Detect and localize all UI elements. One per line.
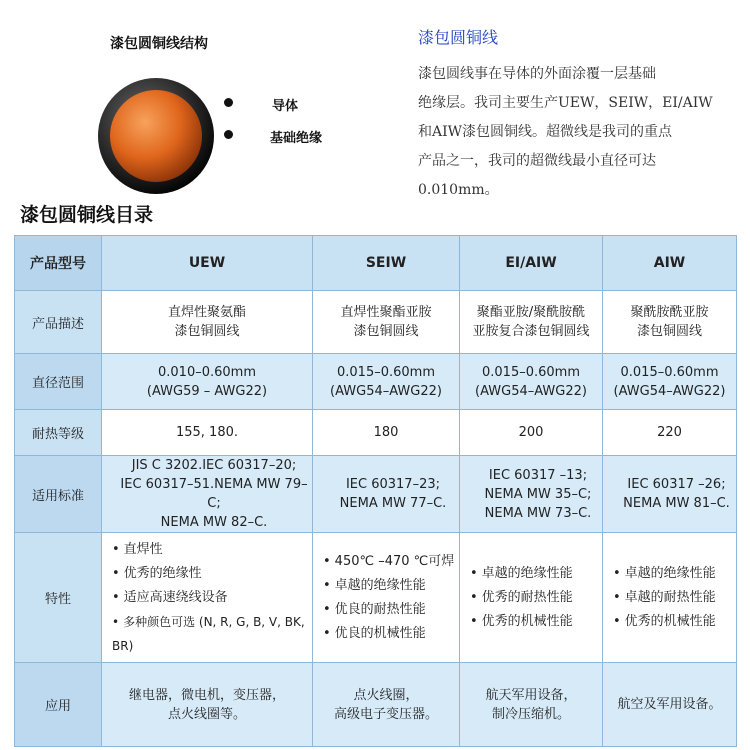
copper-conductor bbox=[110, 90, 202, 182]
feature-item: • 优秀的机械性能 bbox=[470, 610, 602, 634]
intro-line: 产品之一，我司的超微线最小直径可达 bbox=[418, 153, 656, 169]
table-cell: 155, 180. bbox=[102, 410, 313, 456]
table-cell: 0.015–0.60mm (AWG54–AWG22) bbox=[313, 354, 460, 410]
feature-item: • 直焊性 bbox=[112, 538, 312, 562]
feature-item: • 卓越的绝缘性能 bbox=[470, 562, 602, 586]
table-row-description bbox=[15, 291, 737, 354]
feature-item: • 适应高速绕线设备 bbox=[112, 586, 312, 610]
feature-item: • 优良的耐热性能 bbox=[323, 598, 459, 622]
table-cell: JIS C 3202.IEC 60317–20; IEC 60317–51.NEMA MW 79–C; NEMA MW 82–C. bbox=[102, 456, 313, 533]
table-row-standard bbox=[15, 456, 737, 533]
insulation-label: 基础绝缘 bbox=[270, 131, 323, 146]
row-label: 应用 bbox=[15, 663, 102, 747]
feature-item: • 卓越的耐热性能 bbox=[613, 586, 736, 610]
table-cell: 航天军用设备， 制冷压缩机。 bbox=[460, 663, 603, 747]
table-cell: IEC 60317–23; NEMA MW 77–C. bbox=[313, 456, 460, 533]
table-cell: 直焊性聚酯亚胺 漆包铜圆线 bbox=[313, 291, 460, 354]
table-cell bbox=[603, 533, 737, 663]
table-cell: 0.010–0.60mm (AWG59 – AWG22) bbox=[102, 354, 313, 410]
conductor-label: 导体 bbox=[272, 99, 299, 114]
wire-cross-section-diagram bbox=[96, 76, 216, 196]
feature-item: • 优秀的机械性能 bbox=[613, 610, 736, 634]
feature-item: • 优秀的耐热性能 bbox=[470, 586, 602, 610]
feature-item: • 卓越的绝缘性能 bbox=[613, 562, 736, 586]
table-cell bbox=[313, 533, 460, 663]
table-cell: 聚酯亚胺/聚酰胺酰 亚胺复合漆包铜圆线 bbox=[460, 291, 603, 354]
feature-item: • 优秀的绝缘性 bbox=[112, 562, 312, 586]
table-cell: 200 bbox=[460, 410, 603, 456]
feature-item: • 卓越的绝缘性能 bbox=[323, 574, 459, 598]
table-cell: 0.015–0.60mm (AWG54–AWG22) bbox=[603, 354, 737, 410]
intro-paragraph bbox=[418, 60, 718, 205]
header-cell-uew: UEW bbox=[102, 236, 313, 291]
table-cell: 220 bbox=[603, 410, 737, 456]
table-header-row bbox=[15, 236, 737, 291]
row-label: 产品描述 bbox=[15, 291, 102, 354]
intro-line: 绝缘层。我司主要生产UEW，SEIW，EI/AIW bbox=[418, 95, 713, 111]
row-label: 耐热等级 bbox=[15, 410, 102, 456]
catalog-title: 漆包圆铜线目录 bbox=[20, 204, 154, 226]
table-row-thermal bbox=[15, 410, 737, 456]
header-cell-seiw: SEIW bbox=[313, 236, 460, 291]
intro-line: 漆包圆线事在导体的外面涂覆一层基础 bbox=[418, 66, 656, 82]
row-label: 适用标准 bbox=[15, 456, 102, 533]
intro-line: 0.010mm。 bbox=[418, 182, 499, 198]
intro-title: 漆包圆铜线 bbox=[418, 28, 499, 47]
table-cell: 直焊性聚氨酯 漆包铜圆线 bbox=[102, 291, 313, 354]
table-cell bbox=[460, 533, 603, 663]
table-row-application bbox=[15, 663, 737, 747]
table-cell: IEC 60317 –13; NEMA MW 35–C; NEMA MW 73–C. bbox=[460, 456, 603, 533]
header-cell-eiaiw: EI/AIW bbox=[460, 236, 603, 291]
table-row-features bbox=[15, 533, 737, 663]
table-cell bbox=[102, 533, 313, 663]
table-cell: 继电器，微电机，变压器， 点火线圈等。 bbox=[102, 663, 313, 747]
row-label: 特性 bbox=[15, 533, 102, 663]
table-cell: 0.015–0.60mm (AWG54–AWG22) bbox=[460, 354, 603, 410]
conductor-marker-dot bbox=[224, 98, 233, 107]
table-cell: 聚酰胺酰亚胺 漆包铜圆线 bbox=[603, 291, 737, 354]
insulation-marker-dot bbox=[224, 130, 233, 139]
feature-item: • 多种颜色可选 (N, R, G, B, V, BK, BR) bbox=[112, 610, 312, 658]
table-cell: IEC 60317 –26; NEMA MW 81–C. bbox=[603, 456, 737, 533]
row-label: 直径范围 bbox=[15, 354, 102, 410]
feature-item: • 450℃ –470 ℃可焊 bbox=[323, 550, 459, 574]
catalog-table bbox=[14, 235, 737, 747]
table-row-diameter bbox=[15, 354, 737, 410]
intro-line: 和AIW漆包圆铜线。超微线是我司的重点 bbox=[418, 124, 673, 140]
diagram-title: 漆包圆铜线结构 bbox=[110, 36, 208, 52]
table-cell: 180 bbox=[313, 410, 460, 456]
header-cell-aiw: AIW bbox=[603, 236, 737, 291]
header-cell-model: 产品型号 bbox=[15, 236, 102, 291]
feature-item: • 优良的机械性能 bbox=[323, 622, 459, 646]
table-cell: 航空及军用设备。 bbox=[603, 663, 737, 747]
table-cell: 点火线圈， 高级电子变压器。 bbox=[313, 663, 460, 747]
